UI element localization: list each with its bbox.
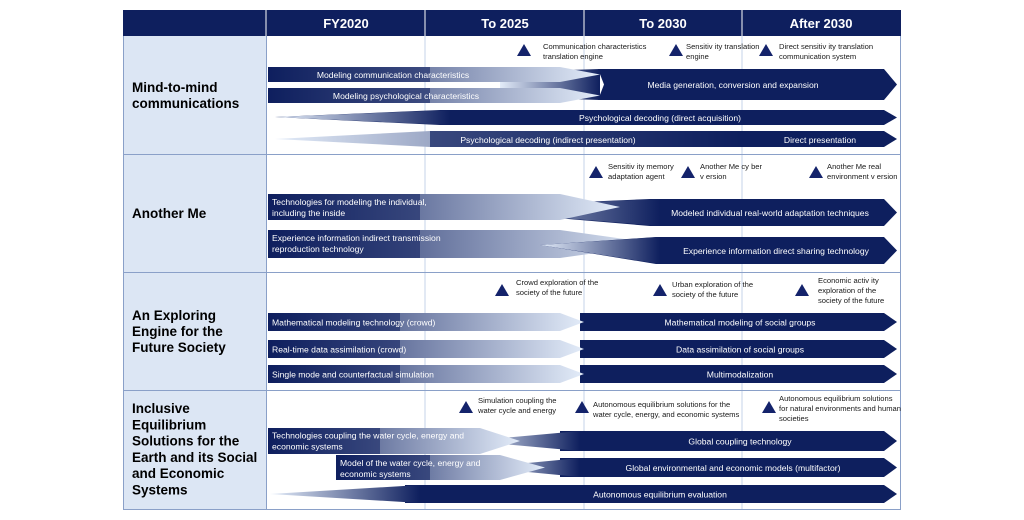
bar-text-water-model: Model of the water cycle, energy and economic systems	[340, 458, 481, 479]
bar-text-direct-presentation: Direct presentation	[783, 135, 857, 145]
bar-text-psych-decoding-direct: Psychological decoding (direct acquisition)	[579, 113, 741, 123]
milestone-text-direct-sensitivity: Direct sensitiv ity translation communication system	[779, 42, 874, 61]
row-label-another-me: Another Me	[132, 206, 207, 221]
milestone-text-another-me-cyber: Another Me cy ber v ersion	[700, 162, 763, 181]
header-period-fy2020: FY2020	[323, 16, 369, 31]
bar-text-multimodalization: Multimodalization	[706, 369, 774, 380]
bar-text-modeling-individual: Technologies for modeling the individual, including the inside	[272, 197, 427, 218]
milestone-text-simulation-water: Simulation coupling the water cycle and energy	[478, 396, 557, 415]
bar-text-global-coupling: Global coupling technology	[688, 436, 792, 447]
milestone-text-autonomous-natural: Autonomous equilibrium solutions for natural environments and human societies	[779, 394, 901, 423]
milestone-text-another-me-real: Another Me real environment v ersion	[827, 162, 898, 181]
bar-text-water-coupling-tech: Technologies coupling the water cycle, energy and economic systems	[272, 430, 465, 452]
bar-text-math-modeling-social: Mathematical modeling of social groups	[664, 317, 816, 328]
header-period-to2025: To 2025	[481, 16, 529, 31]
bar-text-data-assimilation-social: Data assimilation of social groups	[675, 344, 805, 355]
header-period-to2030: To 2030	[639, 16, 687, 31]
bar-text-global-models: Global environmental and economic models (multifactor)	[625, 463, 841, 473]
bar-text-modeled-individual: Modeled individual real-world adaptation techniques	[671, 208, 869, 218]
bar-text-media-generation: Media generation, conversion and expansion	[647, 80, 819, 90]
milestone-text-autonomous-water-energy: Autonomous equilibrium solutions for the water cycle, energy, and economic systems	[593, 400, 740, 419]
row-label-bg-1	[123, 36, 266, 154]
milestone-text-sensitivity-translation: Sensitiv ity translation engine	[686, 42, 760, 61]
bar-text-modeling-psychological: Modeling psychological characteristics	[332, 91, 480, 101]
row-label-mind-to-mind: Mind-to-mind communications	[132, 80, 240, 111]
bar-text-autonomous-evaluation: Autonomous equilibrium evaluation	[593, 489, 727, 500]
bar-text-math-modeling-crowd: Mathematical modeling technology (crowd)	[272, 317, 436, 328]
row-label-exploring-engine: An Exploring Engine for the Future Society	[132, 308, 226, 355]
header-period-after2030: After 2030	[789, 16, 853, 31]
header-row	[123, 10, 901, 36]
bar-text-modeling-communication: Modeling communication characteristics	[316, 70, 470, 80]
bar-text-experience-indirect: Experience information indirect transmission reproduction technology	[272, 233, 441, 254]
milestone-text-economic-exploration: Economic activ ity exploration of the society of the future	[818, 276, 885, 305]
bar-text-psych-decoding-indirect: Psychological decoding (indirect presentation)	[460, 135, 636, 145]
milestone-text-comm-translation-engine: Communication characteristics translation engine	[543, 42, 647, 61]
bar-text-realtime-assimilation: Real-time data assimilation (crowd)	[272, 344, 407, 355]
bar-text-single-mode: Single mode and counterfactual simulation	[272, 369, 434, 380]
bar-text-experience-direct: Experience information direct sharing technology	[683, 246, 869, 256]
milestone-text-urban-exploration: Urban exploration of the society of the future	[672, 280, 754, 299]
row-label-inclusive-equilibrium: Inclusive Equilibrium Solutions for the Earth and its Social and Economic Systems	[132, 401, 258, 498]
milestone-text-crowd-exploration: Crowd exploration of the society of the future	[516, 278, 599, 297]
milestone-text-sensitivity-memory: Sensitiv ity memory adaptation agent	[608, 162, 674, 181]
